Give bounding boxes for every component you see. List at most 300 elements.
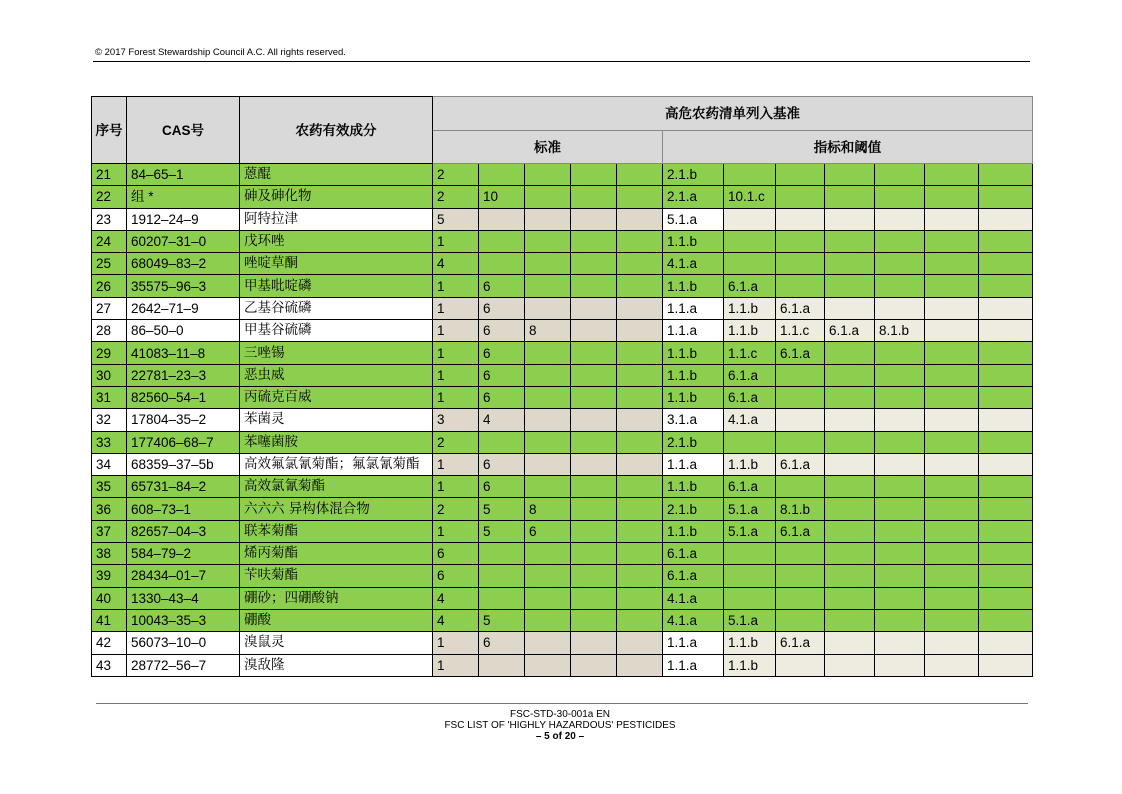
indicator-cell: 1.1.b — [724, 453, 776, 475]
criteria-cell: 4 — [433, 609, 479, 631]
header-rule — [93, 61, 1030, 62]
indicator-cell — [825, 342, 875, 364]
criteria-cell — [571, 453, 617, 475]
indicator-cell: 1.1.b — [663, 386, 724, 408]
indicator-cell: 10.1.c — [724, 186, 776, 208]
criteria-cell — [617, 364, 663, 386]
cas-number: 28434–01–7 — [127, 565, 240, 587]
criteria-cell: 2 — [433, 186, 479, 208]
criteria-cell — [617, 476, 663, 498]
criteria-cell: 5 — [433, 208, 479, 230]
indicator-cell — [776, 565, 825, 587]
indicator-cell: 3.1.a — [663, 409, 724, 431]
active-ingredient: 乙基谷硫磷 — [240, 297, 433, 319]
criteria-cell — [571, 632, 617, 654]
indicator-cell — [825, 543, 875, 565]
indicator-cell: 1.1.b — [663, 230, 724, 252]
criteria-cell: 6 — [479, 453, 525, 475]
table-row — [92, 342, 1033, 364]
indicator-cell — [776, 164, 825, 186]
col-header-indicators: 指标和阈值 — [663, 131, 1033, 164]
criteria-cell — [525, 476, 571, 498]
criteria-cell — [617, 297, 663, 319]
cas-number: 608–73–1 — [127, 498, 240, 520]
cas-number: 68049–83–2 — [127, 253, 240, 275]
cas-number: 1912–24–9 — [127, 208, 240, 230]
indicator-cell — [875, 520, 925, 542]
criteria-cell — [617, 230, 663, 252]
row-number: 39 — [92, 565, 127, 587]
criteria-cell — [571, 543, 617, 565]
indicator-cell — [724, 230, 776, 252]
criteria-cell — [525, 386, 571, 408]
indicator-cell — [776, 409, 825, 431]
indicator-cell — [979, 587, 1033, 609]
indicator-cell: 6.1.a — [776, 632, 825, 654]
criteria-cell: 2 — [433, 164, 479, 186]
indicator-cell — [825, 520, 875, 542]
criteria-cell — [617, 520, 663, 542]
active-ingredient: 硼砂；四硼酸钠 — [240, 587, 433, 609]
criteria-cell: 1 — [433, 364, 479, 386]
col-header-ingredient: 农药有效成分 — [240, 97, 433, 164]
criteria-cell — [571, 186, 617, 208]
indicator-cell — [979, 409, 1033, 431]
row-number: 28 — [92, 320, 127, 342]
criteria-cell: 3 — [433, 409, 479, 431]
indicator-cell — [776, 654, 825, 676]
indicator-cell — [979, 431, 1033, 453]
cas-number: 组 * — [127, 186, 240, 208]
indicator-cell — [776, 476, 825, 498]
indicator-cell — [875, 609, 925, 631]
indicator-cell — [875, 297, 925, 319]
criteria-cell — [571, 565, 617, 587]
criteria-cell — [525, 565, 571, 587]
criteria-cell — [617, 431, 663, 453]
criteria-cell: 6 — [479, 386, 525, 408]
row-number: 38 — [92, 543, 127, 565]
active-ingredient: 唑啶草酮 — [240, 253, 433, 275]
indicator-cell — [875, 364, 925, 386]
indicator-cell: 1.1.b — [724, 654, 776, 676]
cas-number: 56073–10–0 — [127, 632, 240, 654]
criteria-cell: 1 — [433, 520, 479, 542]
active-ingredient: 溴敌隆 — [240, 654, 433, 676]
indicator-cell: 1.1.a — [663, 297, 724, 319]
criteria-cell — [571, 409, 617, 431]
cas-number: 2642–71–9 — [127, 297, 240, 319]
indicator-cell — [724, 164, 776, 186]
indicator-cell — [724, 587, 776, 609]
indicator-cell — [875, 498, 925, 520]
indicator-cell — [825, 386, 875, 408]
criteria-cell — [617, 654, 663, 676]
criteria-cell — [617, 253, 663, 275]
criteria-cell: 1 — [433, 230, 479, 252]
criteria-cell — [571, 520, 617, 542]
cas-number: 41083–11–8 — [127, 342, 240, 364]
row-number: 35 — [92, 476, 127, 498]
indicator-cell — [724, 565, 776, 587]
indicator-cell — [925, 587, 979, 609]
criteria-cell — [571, 342, 617, 364]
criteria-cell: 6 — [479, 275, 525, 297]
criteria-cell: 8 — [525, 498, 571, 520]
criteria-cell: 1 — [433, 654, 479, 676]
criteria-cell — [479, 654, 525, 676]
indicator-cell — [875, 275, 925, 297]
indicator-cell — [825, 164, 875, 186]
criteria-cell — [571, 275, 617, 297]
criteria-cell: 6 — [479, 632, 525, 654]
indicator-cell — [776, 431, 825, 453]
table-row — [92, 386, 1033, 408]
footer-page-number: – 5 of 20 – — [535, 731, 585, 742]
criteria-cell: 6 — [479, 364, 525, 386]
copyright-notice: © 2017 Forest Stewardship Council A.C. All rights reserved. — [95, 47, 346, 58]
criteria-cell — [617, 409, 663, 431]
row-number: 26 — [92, 275, 127, 297]
cas-number: 1330–43–4 — [127, 587, 240, 609]
indicator-cell — [925, 208, 979, 230]
cas-number: 60207–31–0 — [127, 230, 240, 252]
indicator-cell: 4.1.a — [663, 609, 724, 631]
cas-number: 22781–23–3 — [127, 364, 240, 386]
col-header-criteria: 标准 — [433, 131, 663, 164]
criteria-cell: 1 — [433, 320, 479, 342]
indicator-cell — [979, 386, 1033, 408]
footer-rule — [96, 703, 1028, 704]
criteria-cell: 10 — [479, 186, 525, 208]
indicator-cell — [875, 431, 925, 453]
active-ingredient: 蒽醌 — [240, 164, 433, 186]
indicator-cell — [825, 453, 875, 475]
indicator-cell — [979, 208, 1033, 230]
indicator-cell — [925, 320, 979, 342]
hazardous-pesticides-table — [91, 96, 1033, 677]
indicator-cell — [825, 609, 875, 631]
indicator-cell — [825, 275, 875, 297]
indicator-cell — [825, 297, 875, 319]
indicator-cell — [925, 364, 979, 386]
criteria-cell — [525, 654, 571, 676]
indicator-cell — [825, 498, 875, 520]
indicator-cell: 1.1.b — [724, 297, 776, 319]
indicator-cell — [979, 476, 1033, 498]
table-row — [92, 654, 1033, 676]
criteria-cell: 1 — [433, 632, 479, 654]
indicator-cell: 6.1.a — [663, 565, 724, 587]
indicator-cell: 2.1.b — [663, 431, 724, 453]
criteria-cell — [617, 208, 663, 230]
criteria-cell: 1 — [433, 453, 479, 475]
indicator-cell — [925, 409, 979, 431]
indicator-cell — [724, 208, 776, 230]
indicator-cell: 6.1.a — [825, 320, 875, 342]
cas-number: 65731–84–2 — [127, 476, 240, 498]
criteria-cell — [571, 386, 617, 408]
indicator-cell — [825, 186, 875, 208]
criteria-cell — [571, 476, 617, 498]
criteria-cell — [525, 609, 571, 631]
active-ingredient: 六六六 异构体混合物 — [240, 498, 433, 520]
table-row — [92, 609, 1033, 631]
active-ingredient: 苯噻菌胺 — [240, 431, 433, 453]
criteria-cell — [525, 208, 571, 230]
criteria-cell — [617, 632, 663, 654]
indicator-cell — [776, 208, 825, 230]
indicator-cell — [925, 453, 979, 475]
indicator-cell: 1.1.a — [663, 632, 724, 654]
indicator-cell — [979, 320, 1033, 342]
criteria-cell: 5 — [479, 498, 525, 520]
indicator-cell: 6.1.a — [776, 453, 825, 475]
criteria-cell — [571, 364, 617, 386]
indicator-cell — [875, 164, 925, 186]
criteria-cell: 6 — [479, 297, 525, 319]
indicator-cell — [979, 609, 1033, 631]
indicator-cell: 5.1.a — [724, 609, 776, 631]
criteria-cell — [617, 275, 663, 297]
cas-number: 82560–54–1 — [127, 386, 240, 408]
indicator-cell — [724, 431, 776, 453]
indicator-cell — [825, 587, 875, 609]
criteria-cell — [617, 342, 663, 364]
indicator-cell — [925, 386, 979, 408]
indicator-cell — [925, 275, 979, 297]
indicator-cell — [875, 654, 925, 676]
criteria-cell: 1 — [433, 476, 479, 498]
indicator-cell: 1.1.a — [663, 654, 724, 676]
row-number: 41 — [92, 609, 127, 631]
table-row — [92, 498, 1033, 520]
cas-number: 68359–37–5b — [127, 453, 240, 475]
criteria-cell — [479, 230, 525, 252]
indicator-cell: 1.1.b — [663, 275, 724, 297]
criteria-cell — [571, 609, 617, 631]
indicator-cell — [925, 520, 979, 542]
criteria-cell: 1 — [433, 342, 479, 364]
row-number: 29 — [92, 342, 127, 364]
indicator-cell — [979, 498, 1033, 520]
indicator-cell — [825, 431, 875, 453]
criteria-cell — [617, 565, 663, 587]
indicator-cell — [925, 565, 979, 587]
indicator-cell — [724, 253, 776, 275]
indicator-cell — [776, 587, 825, 609]
indicator-cell — [979, 453, 1033, 475]
indicator-cell — [925, 543, 979, 565]
indicator-cell: 5.1.a — [663, 208, 724, 230]
criteria-cell — [525, 409, 571, 431]
criteria-cell — [617, 186, 663, 208]
criteria-cell: 5 — [479, 520, 525, 542]
indicator-cell — [979, 565, 1033, 587]
criteria-cell — [525, 253, 571, 275]
cas-number: 10043–35–3 — [127, 609, 240, 631]
table-row — [92, 297, 1033, 319]
indicator-cell — [925, 476, 979, 498]
criteria-cell: 6 — [479, 342, 525, 364]
footer-doc-title: FSC LIST OF 'HIGHLY HAZARDOUS' PESTICIDES — [444, 720, 676, 731]
indicator-cell — [825, 230, 875, 252]
criteria-cell — [617, 386, 663, 408]
criteria-cell: 1 — [433, 275, 479, 297]
indicator-cell — [979, 364, 1033, 386]
criteria-cell — [617, 164, 663, 186]
indicator-cell — [875, 386, 925, 408]
indicator-cell — [979, 297, 1033, 319]
indicator-cell: 1.1.b — [663, 342, 724, 364]
indicator-cell — [979, 253, 1033, 275]
active-ingredient: 硼酸 — [240, 609, 433, 631]
cas-number: 35575–96–3 — [127, 275, 240, 297]
criteria-cell — [525, 632, 571, 654]
table-row — [92, 164, 1033, 186]
criteria-cell — [525, 297, 571, 319]
criteria-cell — [571, 654, 617, 676]
indicator-cell — [925, 431, 979, 453]
indicator-cell — [724, 543, 776, 565]
active-ingredient: 联苯菊酯 — [240, 520, 433, 542]
table-body — [92, 164, 1033, 677]
criteria-cell: 6 — [479, 476, 525, 498]
criteria-cell: 8 — [525, 320, 571, 342]
row-number: 22 — [92, 186, 127, 208]
footer-doc-code: FSC-STD-30-001a EN — [509, 709, 611, 720]
criteria-cell — [617, 320, 663, 342]
criteria-cell — [525, 543, 571, 565]
active-ingredient: 苄呋菊酯 — [240, 565, 433, 587]
indicator-cell — [825, 253, 875, 275]
indicator-cell — [825, 208, 875, 230]
active-ingredient: 烯丙菊酯 — [240, 543, 433, 565]
criteria-cell — [479, 253, 525, 275]
indicator-cell — [825, 476, 875, 498]
indicator-cell — [875, 476, 925, 498]
indicator-cell: 1.1.b — [724, 320, 776, 342]
table-row — [92, 320, 1033, 342]
criteria-cell — [479, 565, 525, 587]
indicator-cell — [979, 632, 1033, 654]
indicator-cell: 4.1.a — [663, 253, 724, 275]
criteria-cell — [525, 230, 571, 252]
criteria-cell: 6 — [433, 565, 479, 587]
indicator-cell — [875, 186, 925, 208]
row-number: 31 — [92, 386, 127, 408]
indicator-cell: 8.1.b — [875, 320, 925, 342]
indicator-cell — [776, 386, 825, 408]
indicator-cell — [979, 230, 1033, 252]
indicator-cell — [979, 654, 1033, 676]
active-ingredient: 高效氯氰菊酯 — [240, 476, 433, 498]
criteria-cell — [479, 431, 525, 453]
table-row — [92, 453, 1033, 475]
indicator-cell — [979, 275, 1033, 297]
indicator-cell — [776, 275, 825, 297]
indicator-cell: 6.1.a — [724, 275, 776, 297]
indicator-cell: 5.1.a — [724, 498, 776, 520]
indicator-cell: 1.1.b — [663, 364, 724, 386]
indicator-cell — [875, 342, 925, 364]
criteria-cell — [571, 587, 617, 609]
indicator-cell — [825, 364, 875, 386]
indicator-cell — [979, 186, 1033, 208]
indicator-cell: 4.1.a — [663, 587, 724, 609]
indicator-cell — [925, 498, 979, 520]
indicator-cell: 2.1.b — [663, 164, 724, 186]
indicator-cell — [875, 587, 925, 609]
indicator-cell — [925, 654, 979, 676]
active-ingredient: 甲基吡啶磷 — [240, 275, 433, 297]
table-row — [92, 253, 1033, 275]
indicator-cell: 6.1.a — [776, 297, 825, 319]
active-ingredient: 苯菌灵 — [240, 409, 433, 431]
criteria-cell — [525, 164, 571, 186]
row-number: 40 — [92, 587, 127, 609]
indicator-cell — [979, 342, 1033, 364]
indicator-cell — [825, 565, 875, 587]
row-number: 32 — [92, 409, 127, 431]
indicator-cell: 8.1.b — [776, 498, 825, 520]
indicator-cell — [925, 632, 979, 654]
indicator-cell: 1.1.c — [724, 342, 776, 364]
row-number: 34 — [92, 453, 127, 475]
table-row — [92, 208, 1033, 230]
criteria-cell: 1 — [433, 297, 479, 319]
active-ingredient: 阿特拉津 — [240, 208, 433, 230]
criteria-cell — [525, 587, 571, 609]
criteria-cell — [479, 164, 525, 186]
active-ingredient: 甲基谷硫磷 — [240, 320, 433, 342]
indicator-cell: 1.1.a — [663, 453, 724, 475]
col-header-group: 高危农药清单列入基准 — [433, 97, 1033, 131]
indicator-cell — [875, 632, 925, 654]
indicator-cell — [825, 409, 875, 431]
row-number: 36 — [92, 498, 127, 520]
indicator-cell: 1.1.b — [663, 520, 724, 542]
row-number: 33 — [92, 431, 127, 453]
indicator-cell — [825, 632, 875, 654]
indicator-cell — [875, 453, 925, 475]
criteria-cell: 5 — [479, 609, 525, 631]
col-header-no: 序号 — [92, 97, 127, 164]
cas-number: 28772–56–7 — [127, 654, 240, 676]
cas-number: 84–65–1 — [127, 164, 240, 186]
criteria-cell — [571, 164, 617, 186]
criteria-cell: 4 — [433, 587, 479, 609]
row-number: 30 — [92, 364, 127, 386]
row-number: 24 — [92, 230, 127, 252]
indicator-cell: 1.1.a — [663, 320, 724, 342]
indicator-cell — [925, 186, 979, 208]
row-number: 21 — [92, 164, 127, 186]
indicator-cell — [875, 565, 925, 587]
indicator-cell: 6.1.a — [776, 342, 825, 364]
criteria-cell — [479, 543, 525, 565]
row-number: 37 — [92, 520, 127, 542]
active-ingredient: 砷及砷化物 — [240, 186, 433, 208]
criteria-cell — [525, 342, 571, 364]
footer — [300, 709, 820, 742]
criteria-cell — [617, 498, 663, 520]
indicator-cell — [776, 609, 825, 631]
criteria-cell — [571, 208, 617, 230]
indicator-cell: 5.1.a — [724, 520, 776, 542]
indicator-cell — [925, 342, 979, 364]
cas-number: 86–50–0 — [127, 320, 240, 342]
